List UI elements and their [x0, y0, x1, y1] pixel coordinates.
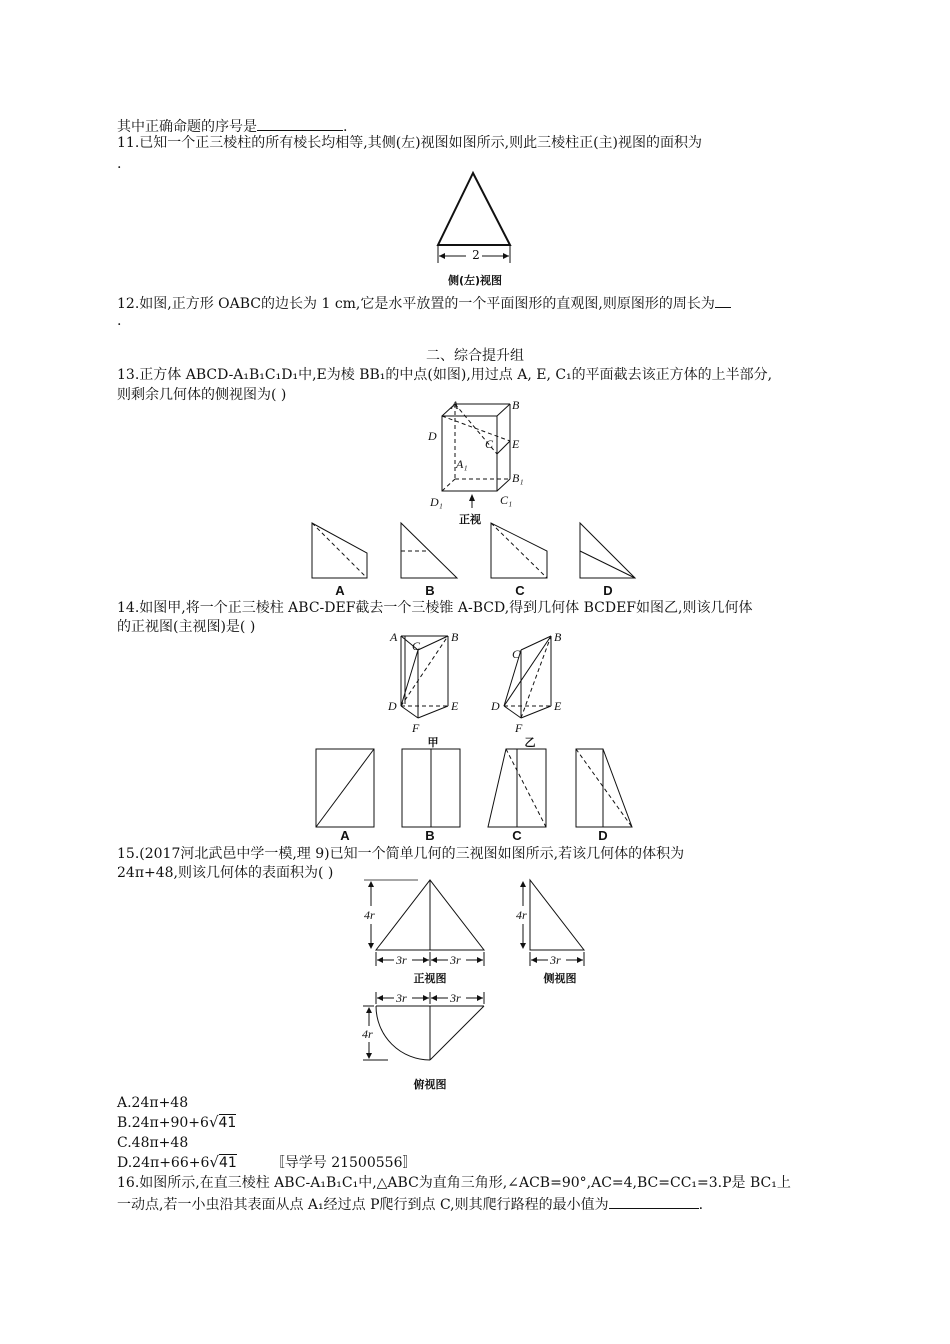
q15-front-w2-label: 3r [450, 953, 461, 967]
q13-line1: 13.正方体 ABCD-A₁B₁C₁D₁中,E为棱 BB₁的中点(如图),用过点 A, E, C₁的平面截去该正方体的上半部分, [117, 367, 773, 383]
q14-fig1-caption: 甲 [427, 736, 439, 749]
q14-yi-label-f: F [515, 721, 523, 735]
q13-label-a: A [451, 398, 459, 412]
q12-line2: . [117, 313, 122, 329]
q15-choice-d-radicand: 41 [218, 1155, 237, 1171]
q13-view-label: 正视 [459, 513, 481, 526]
q14-option-a: A [340, 828, 350, 843]
q14-option-d: D [598, 828, 608, 843]
q14-yi-label-e: E [554, 699, 562, 713]
q11-dim-label: 2 [472, 248, 480, 262]
q14-jia-label-c: C [412, 639, 421, 653]
q12-answer-blank [715, 293, 731, 308]
q16-text: 一动点,若一小虫沿其表面从点 A₁经过点 P爬行到点 C,则其爬行路程的最小值为 [117, 1197, 609, 1213]
q15-side-caption: 侧视图 [543, 972, 577, 985]
q14-line2: 的正视图(主视图)是( ) [117, 619, 256, 635]
q15-top-caption: 俯视图 [413, 1078, 447, 1091]
section-heading: 二、综合提升组 [426, 348, 524, 364]
q15-choice-b-radicand: 41 [218, 1115, 237, 1131]
q16-line2 [117, 1194, 703, 1214]
q14-jia-label-b: B [451, 630, 459, 644]
q15-choice-c: C.48π+48 [117, 1135, 189, 1151]
q13-label-e: E [512, 437, 520, 451]
q15-top-view [358, 992, 498, 1072]
q13-options-figure [300, 518, 650, 584]
q12-line1 [117, 293, 731, 313]
q14-figure-jia [385, 628, 470, 738]
q10-text: 其中正确命题的序号是 [117, 119, 257, 135]
q15-side-view [510, 876, 595, 968]
q12-text: 12.如图,正方形 OABC的边长为 1 cm,它是水平放置的一个平面图形的直观图,则原图形的周长为 [117, 296, 715, 312]
q15-choice-b-text: B.24π+90+6 [117, 1115, 209, 1131]
q11-line1: 11.已知一个正三棱柱的所有棱长均相等,其侧(左)视图如图所示,则此三棱柱正(主)视图的面积为 [117, 135, 703, 151]
q14-jia-label-f: F [412, 721, 420, 735]
sqrt-icon: √ [209, 1153, 219, 1171]
q15-side-w-label: 3r [550, 953, 561, 967]
q13-line2: 则剩余几何体的侧视图为( ) [117, 387, 287, 403]
q16-answer-blank [609, 1194, 699, 1209]
q14-figure-yi [488, 628, 573, 738]
q13-cube-figure [420, 396, 540, 526]
q15-choice-a: A.24π+48 [117, 1095, 189, 1111]
q14-fig2-caption: 乙 [524, 736, 536, 749]
q10-answer-blank [257, 116, 343, 131]
q10-line [117, 116, 347, 136]
q15-choice-b [117, 1113, 236, 1132]
q15-side-h-label: 4r [516, 908, 527, 922]
q15-choice-d-text: D.24π+66+6 [117, 1155, 210, 1171]
q14-jia-label-a: A [390, 630, 398, 644]
q15-front-h-label: 4r [364, 908, 375, 922]
q14-line1: 14.如图甲,将一个正三棱柱 ABC-DEF截去一个三棱锥 A-BCD,得到几何体 BCDEF如图乙,则该几何体 [117, 600, 753, 616]
q15-top-w1-label: 3r [396, 991, 407, 1005]
q14-option-b: B [425, 828, 435, 843]
q15-front-caption: 正视图 [413, 972, 447, 985]
q10-tail: . [343, 119, 348, 135]
q13-option-d: D [603, 583, 613, 598]
q13-label-a1: A₁ [456, 457, 468, 471]
q15-line2: 24π+48,则该几何体的表面积为( ) [117, 865, 334, 881]
q14-options-figure [300, 745, 650, 831]
q14-option-c: C [512, 828, 522, 843]
q14-jia-label-d: D [388, 699, 397, 713]
q13-label-d: D [428, 429, 437, 443]
q16-tail: . [698, 1197, 704, 1213]
q13-option-a: A [335, 583, 345, 598]
q15-line1: 15.(2017河北武邑中学一模,理 9)已知一个简单几何的三视图如图所示,若该几何体的体积为 [117, 846, 685, 862]
q13-label-c: C [485, 437, 494, 451]
q14-yi-label-d: D [491, 699, 500, 713]
sqrt-icon: √ [208, 1113, 219, 1131]
q14-yi-label-b: B [554, 630, 562, 644]
q15-top-w2-label: 3r [450, 991, 461, 1005]
q15-front-view [358, 876, 498, 968]
q14-jia-label-e: E [451, 699, 459, 713]
q16-line1: 16.如图所示,在直三棱柱 ABC-A₁B₁C₁中,△ABC为直角三角形,∠ACB=90°,AC=4,BC=CC₁=3.P是 BC₁上 [117, 1175, 791, 1191]
q15-top-h-label: 4r [362, 1027, 373, 1041]
q13-label-b: B [512, 398, 520, 412]
q11-line2: . [117, 156, 122, 172]
q13-label-b1: B₁ [512, 471, 524, 485]
q15-front-w1-label: 3r [396, 953, 407, 967]
q13-option-c: C [515, 583, 525, 598]
q15-choice-d [117, 1153, 416, 1172]
q13-option-b: B [425, 583, 435, 598]
q15-reference-number: 〚导学号 21500556〛 [270, 1155, 417, 1171]
q14-yi-label-c: C [512, 647, 521, 661]
q13-label-c1: C₁ [500, 493, 513, 507]
q13-label-d1: D₁ [430, 495, 443, 509]
q11-caption: 侧(左)视图 [447, 274, 503, 287]
